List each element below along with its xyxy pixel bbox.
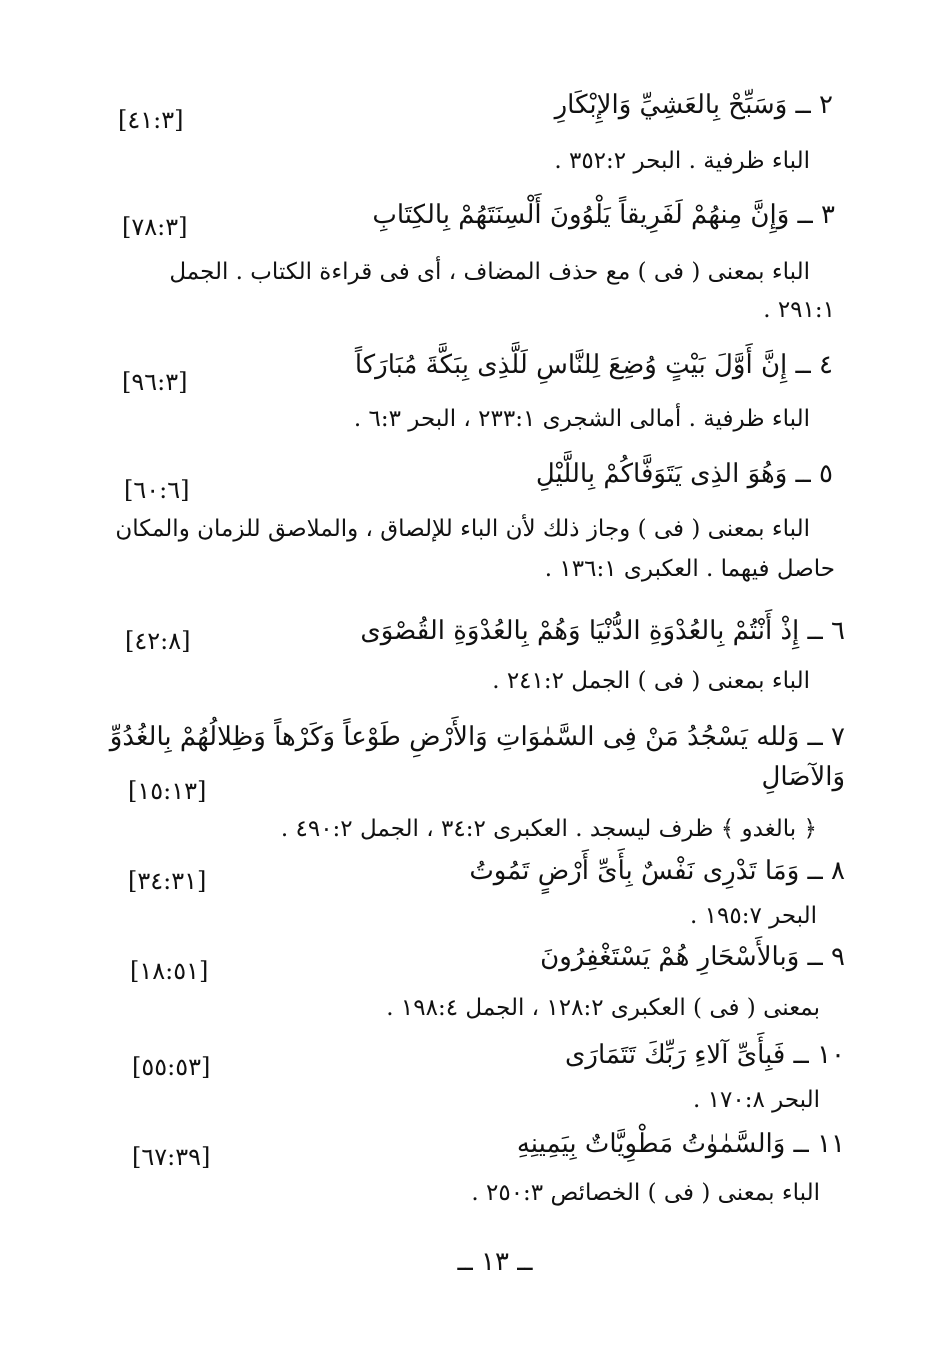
- note-4: الباء ظرفية . أمالى الشجرى ٢٣٣:١ ، البحر ٦:٣ .: [353, 406, 810, 432]
- verse-7-continuation: وَالآصَالِ: [761, 762, 845, 792]
- note-2: الباء ظرفية . البحر ٣٥٢:٢ .: [554, 148, 810, 174]
- verse-ref-3: [٧٨:٣]: [122, 213, 188, 241]
- verse-ref-7: [١٥:١٣]: [128, 777, 207, 805]
- verse-7: ٧ ــ وَلله يَسْجُدُ مَنْ فِى السَّمٰوَاتِ وَالأَرْضِ طَوْعاً وَكَرْهاً وَظِلالُهُمْ بِالغُدُوِّ: [109, 722, 845, 752]
- verse-9: ٩ ــ وَبالأَسْحَارِ هُمْ يَسْتَغْفِرُونَ: [540, 942, 845, 972]
- verse-2: ٢ ــ وَسَبِّحْ بِالعَشِيِّ وَالإِبْكَارِ: [554, 90, 833, 120]
- verse-11: ١١ ــ وَالسَّمٰوٰتُ مَطْوِيَّاتٌ بِيَمِينِهِ: [516, 1129, 845, 1159]
- note-9: بمعنى ( فى ) العكبرى ١٢٨:٢ ، الجمل ١٩٨:٤ .: [386, 995, 820, 1021]
- note-6: الباء بمعنى ( فى ) الجمل ٢٤١:٢ .: [492, 668, 810, 694]
- verse-ref-2: [٤١:٣]: [118, 106, 184, 134]
- verse-6: ٦ ــ إِذْ أَنْتُمْ بِالعُدْوَةِ الدُّنْيَا وَهُمْ بِالعُدْوَةِ القُصْوَى: [360, 616, 845, 646]
- verse-4: ٤ ــ إِنَّ أَوَّلَ بَيْتٍ وُضِعَ لِلنَّاسِ لَلَّذِى بِبَكَّةَ مُبَارَكاً: [354, 350, 833, 380]
- page-number: ــ ١٣ ــ: [457, 1247, 533, 1277]
- note-8: البحر ١٩٥:٧ .: [690, 903, 817, 929]
- verse-10: ١٠ ــ فَبِأَىِّ آلاءِ رَبِّكَ تَتَمَارَى: [565, 1040, 845, 1070]
- verse-ref-10: [٥٥:٥٣]: [132, 1053, 211, 1081]
- verse-ref-4: [٩٦:٣]: [122, 368, 188, 396]
- verse-ref-11: [٦٧:٣٩]: [132, 1143, 211, 1171]
- note-5-line-1: الباء بمعنى ( فى ) وجاز ذلك لأن الباء للإلصاق ، والملاصق للزمان والمكان: [115, 516, 810, 542]
- verse-ref-6: [٤٢:٨]: [125, 627, 191, 655]
- note-5-line-2: حاصل فيهما . العكبرى ١٣٦:١ .: [544, 556, 835, 582]
- verse-ref-8: [٣٤:٣١]: [128, 867, 207, 895]
- note-11: الباء بمعنى ( فى ) الخصائص ٢٥٠:٣ .: [471, 1180, 820, 1206]
- note-7: ﴿ بالغدو ﴾ ظرف ليسجد . العكبرى ٣٤:٢ ، الجمل ٤٩٠:٢ .: [280, 816, 817, 842]
- verse-ref-9: [١٨:٥١]: [130, 957, 209, 985]
- note-10: البحر ١٧٠:٨ .: [693, 1087, 820, 1113]
- verse-3: ٣ ــ وَإِنَّ مِنهُمْ لَفَرِيقاً يَلْوُونَ أَلْسِنَتَهُمْ بِالكِتَابِ: [372, 200, 835, 230]
- note-3-line-1: الباء بمعنى ( فى ) مع حذف المضاف ، أى فى قراءة الكتاب . الجمل: [169, 259, 810, 285]
- verse-ref-5: [٦٠:٦]: [124, 476, 190, 504]
- verse-8: ٨ ــ وَمَا تَدْرِى نَفْسٌ بِأَىِّ أَرْضٍ تَمُوتُ: [469, 856, 845, 886]
- note-3-line-2: ٢٩١:١ .: [763, 297, 835, 323]
- verse-5: ٥ ــ وَهُوَ الذِى يَتَوَفَّاكُمْ بِاللَّيْلِ: [535, 459, 833, 489]
